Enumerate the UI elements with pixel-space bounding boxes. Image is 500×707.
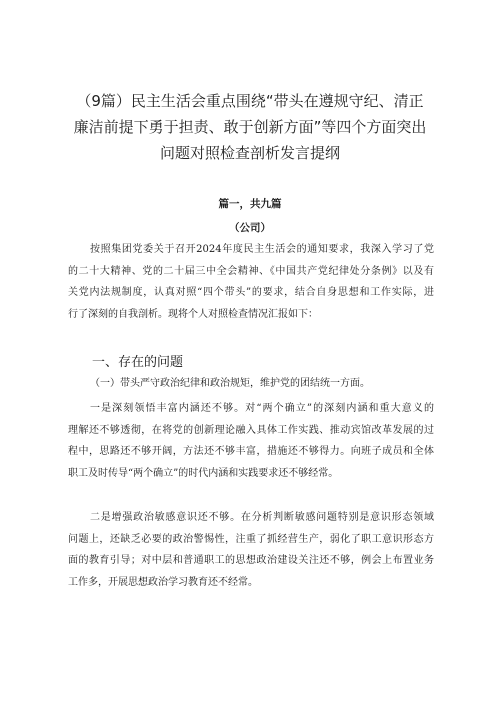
point-one-line: 职工及时传导“两个确立”的时代内涵和实践要求还不够经常。 (68, 467, 339, 479)
subsection-line: （一）带头严守政治纪律和政治规矩，维护党的团结统一方面。 (90, 378, 370, 389)
point-two-line: 问题上，还缺乏必要的政治警惕性，注重了抓经营生产，弱化了职工意识形态方 (68, 533, 434, 545)
intro-line: 按照集团党委关于召开2024年度民主生活会的通知要求，我深入学习了党 (90, 244, 434, 255)
section-heading: 一、存在的问题 (92, 355, 184, 370)
intro-paragraph (68, 239, 434, 325)
organization-label: （公司） (229, 222, 271, 234)
intro-line: 的二十大精神、党的二十届三中全会精神、《中国共产党纪律处分条例》以及有 (68, 265, 434, 277)
subsection-paragraph (68, 373, 434, 395)
point-one-line: 一是深刻领悟丰富内涵还不够。对“两个确立”的深刻内涵和重大意义的 (90, 403, 434, 414)
intro-line: 关党内法规制度，认真对照“四个带头”的要求，结合自身思想和工作实际，进 (68, 287, 434, 298)
intro-line: 行了深刻的自我剖析。现将个人对照检查情况汇报如下： (68, 308, 318, 320)
point-two-paragraph (68, 507, 434, 593)
point-one-line: 理解还不够透彻，在将党的创新理论融入具体工作实践、推动宾馆改革发展的过 (68, 424, 434, 436)
point-one-paragraph (68, 398, 434, 484)
point-two-line: 二是增强政治敏感意识还不够。在分析判断敏感问题特别是意识形态领域 (90, 512, 434, 523)
point-one-line: 程中，思路还不够开阔，方法还不够丰富，措施还不够得力。向班子成员和全体 (68, 446, 434, 457)
title-line-2: 廉洁前提下勇于担责、敢于创新方面”等四个方面突出 (73, 118, 427, 136)
document-subtitle: 篇一，共九篇 (218, 198, 282, 210)
point-two-line: 工作多，开展思想政治学习教育还不经常。 (68, 576, 258, 588)
title-line-3: 问题对照检查剖析发言提纲 (159, 144, 340, 162)
title-line-1: （9篇）民主生活会重点围绕“带头在遵规守纪、清正 (76, 92, 424, 110)
point-two-line: 面的教育引导；对中层和普通职工的思想政治建设关注还不够，例会上布置业务 (68, 555, 434, 566)
document-title (60, 88, 440, 166)
